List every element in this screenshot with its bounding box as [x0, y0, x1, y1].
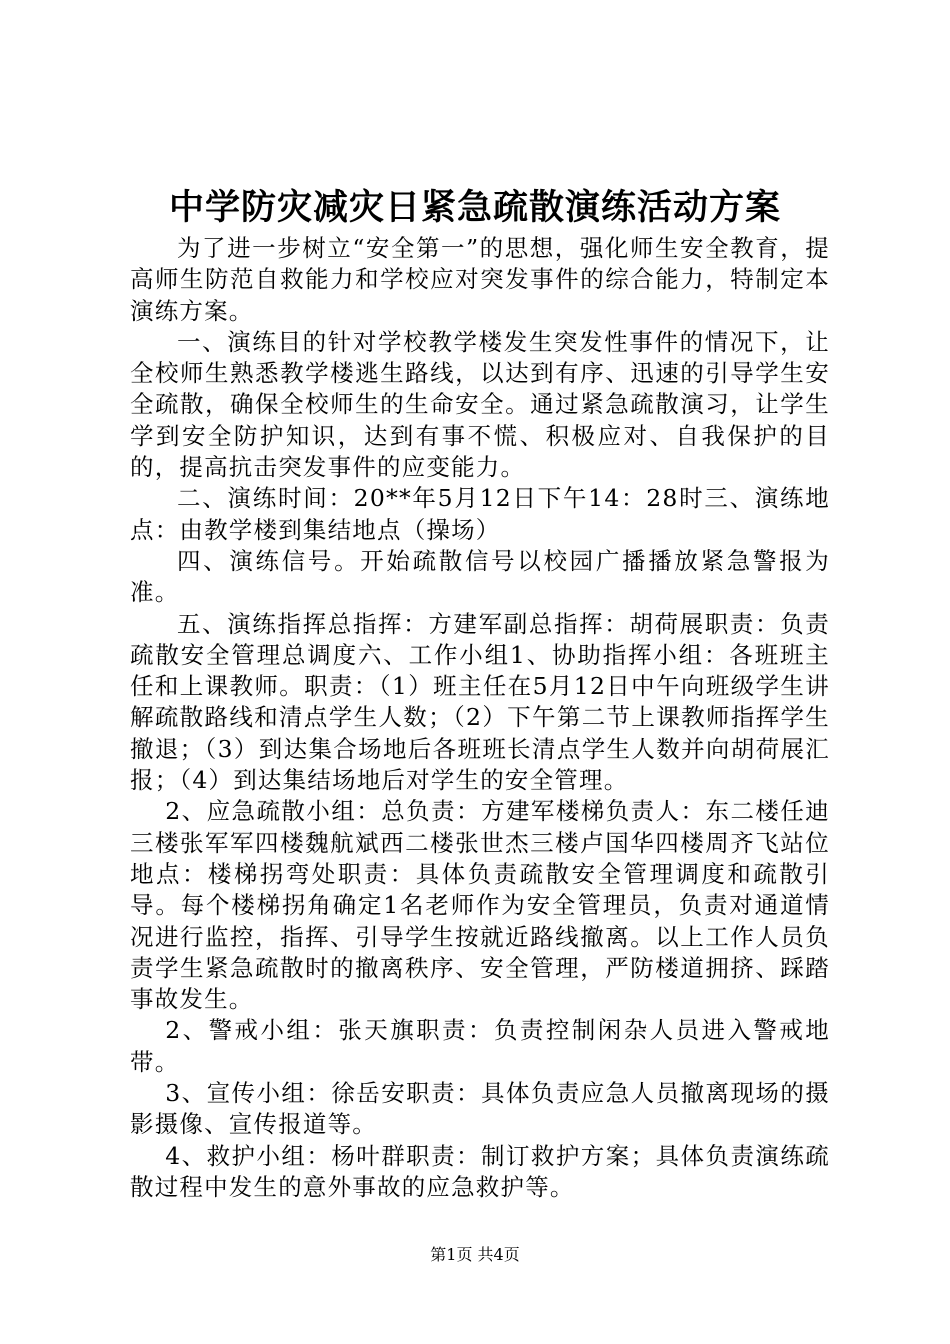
paragraph-command: 五、演练指挥总指挥：方建军副总指挥：胡荷展职责：负责疏散安全管理总调度六、工作小组1、协助指挥小组：各班班主任和上课教师。职责：（1）班主任在5月12日中午向班级学生讲解疏散路线和清点学生人数；（2）下午第二节上课教师指挥学生撤退；（3）到达集合场地后各班班长清点学生人数并向胡荷展汇报；（4）到达集结场地后对学生的安全管理。	[130, 609, 830, 795]
paragraph-rescue-group: 4、救护小组：杨叶群职责：制订救护方案；具体负责演练疏散过程中发生的意外事故的应急救护等。	[130, 1141, 830, 1201]
page-number-footer: 第1页 共4页	[430, 1245, 520, 1264]
paragraph-intro: 为了进一步树立“安全第一”的思想，强化师生安全教育，提高师生防范自救能力和学校应对突发事件的综合能力，特制定本演练方案。	[130, 234, 830, 325]
paragraph-purpose: 一、演练目的针对学校教学楼发生突发性事件的情况下，让全校师生熟悉教学楼逃生路线，以达到有序、迅速的引导学生安全疏散，确保全校师生的生命安全。通过紧急疏散演习，让学生学到安全防护知识，达到有事不慌、积极应对、自我保护的目的，提高抗击突发事件的应变能力。	[130, 327, 830, 482]
paragraph-evacuation-group: 2、应急疏散小组：总负责：方建军楼梯负责人：东二楼任迪三楼张军军四楼魏航斌西二楼张世杰三楼卢国华四楼周齐飞站位地点：楼梯拐弯处职责：具体负责疏散安全管理调度和疏散引导。每个楼梯拐角确定1名老师作为安全管理员，负责对通道情况进行监控，指挥、引导学生按就近路线撤离。以上工作人员负责学生紧急疏散时的撤离秩序、安全管理，严防楼道拥挤、踩踏事故发生。	[130, 797, 830, 1014]
paragraph-signal: 四、演练信号。开始疏散信号以校园广播播放紧急警报为准。	[130, 546, 830, 607]
paragraph-publicity-group: 3、宣传小组：徐岳安职责：具体负责应急人员撤离现场的摄影摄像、宣传报道等。	[130, 1079, 830, 1139]
paragraph-guard-group: 2、警戒小组：张天旗职责：负责控制闲杂人员进入警戒地带。	[130, 1016, 830, 1076]
document-title: 中学防灾减灾日紧急疏散演练活动方案	[168, 187, 781, 228]
paragraph-time-location: 二、演练时间：20**年5月12日下午14：28时三、演练地点：由教学楼到集结地点（操场）	[130, 484, 830, 544]
document-body	[130, 233, 830, 1203]
